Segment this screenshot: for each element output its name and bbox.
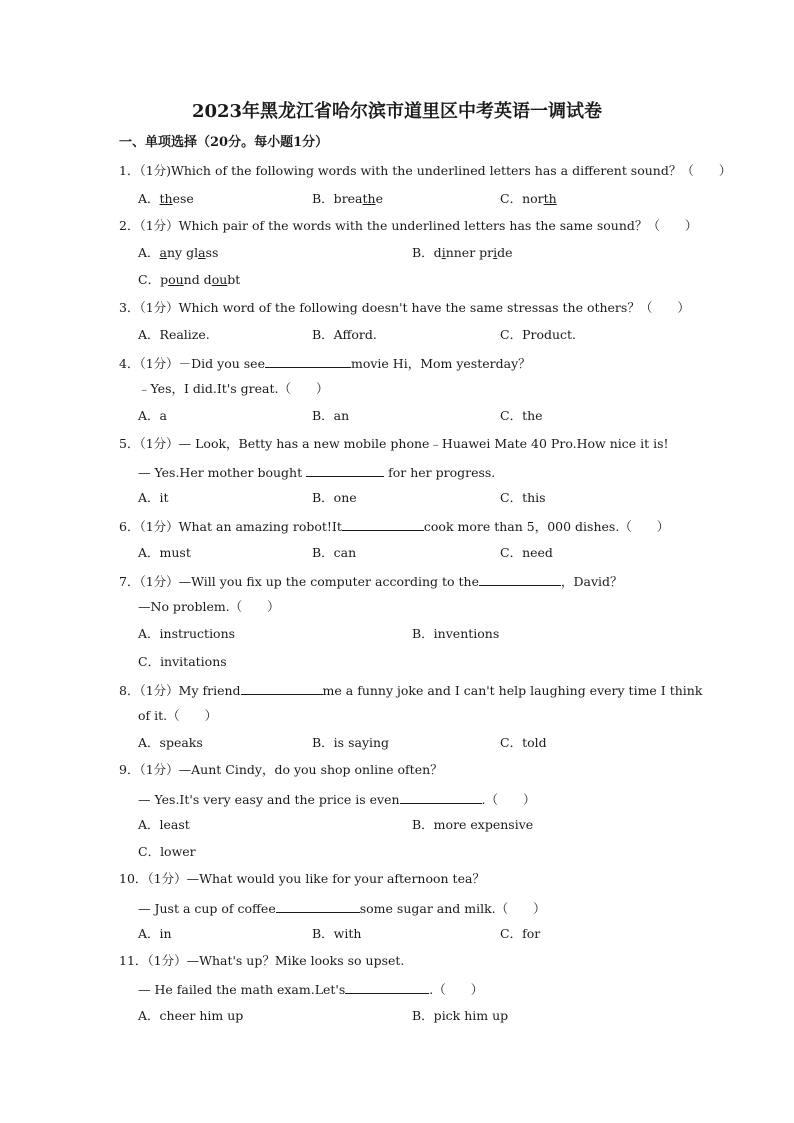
q2-option-b[interactable]: B．dinner pride <box>412 245 513 260</box>
q3-option-a[interactable]: A．Realize. <box>138 327 210 342</box>
q6-option-b[interactable]: B．can <box>312 545 357 560</box>
question-4-stem: 4．（1分）－Did you see movie Hi，Mom yesterday？ <box>119 356 531 371</box>
q2-option-a[interactable]: A．any glass <box>138 245 219 260</box>
q9-option-c[interactable]: C．lower <box>138 844 196 859</box>
answer-blank[interactable] <box>400 790 482 804</box>
q3-option-b[interactable]: B．Afford. <box>312 327 377 342</box>
q6-option-a[interactable]: A．must <box>138 545 191 560</box>
question-11-stem: 11．（1分）—What's up？Mike looks so upset. <box>119 953 405 968</box>
question-8-stem: 8．（1分）My friend me a funny joke and I can't help laughing every time I think <box>119 683 703 698</box>
answer-blank[interactable] <box>479 572 561 586</box>
q10-option-b[interactable]: B．with <box>312 926 362 941</box>
q7-option-a[interactable]: A．instructions <box>138 626 236 641</box>
question-7-stem: 7．（1分）—Will you fix up the computer according to the ，David？ <box>119 574 623 589</box>
q3-option-c[interactable]: C．Product. <box>500 327 577 342</box>
page-title: 2023年黑龙江省哈尔滨市道里区中考英语一调试卷 <box>191 101 603 122</box>
question-9-stem: 9．（1分）—Aunt Cindy，do you shop online often？ <box>119 762 443 777</box>
q1-option-b[interactable]: B．breathe <box>312 191 383 206</box>
answer-blank[interactable] <box>265 354 351 368</box>
q5-option-b[interactable]: B．one <box>312 490 357 505</box>
q9-option-b[interactable]: B．more expensive <box>412 817 534 832</box>
question-4-line2: ﹣Yes，I did.It's great.（ ） <box>138 381 329 396</box>
question-2-stem: 2．（1分）Which pair of the words with the underlined letters has the same sound？（ ） <box>119 218 698 233</box>
answer-blank[interactable] <box>342 517 424 531</box>
question-6-stem: 6．（1分）What an amazing robot!It cook more than 5，000 dishes.（ ） <box>119 519 670 534</box>
question-10-stem: 10．（1分）—What would you like for your afternoon tea？ <box>119 871 485 886</box>
q7-option-b[interactable]: B．inventions <box>412 626 500 641</box>
q11-option-a[interactable]: A．cheer him up <box>138 1008 244 1023</box>
q8-option-b[interactable]: B．is saying <box>312 735 390 750</box>
q2-option-c[interactable]: C．pound doubt <box>138 272 241 287</box>
q9-option-a[interactable]: A．least <box>138 817 190 832</box>
question-3-stem: 3．（1分）Which word of the following doesn't have the same stressas the others？（ ） <box>119 300 690 315</box>
q4-option-c[interactable]: C．the <box>500 408 543 423</box>
answer-blank[interactable] <box>306 463 384 477</box>
q5-option-a[interactable]: A．it <box>138 490 169 505</box>
q8-option-a[interactable]: A．speaks <box>138 735 203 750</box>
question-10-line2: — Just a cup of coffee some sugar and milk.（ ） <box>138 901 546 916</box>
question-5-line2: — Yes.Her mother bought for her progress. <box>138 465 496 480</box>
question-7-line2: —No problem.（ ） <box>138 599 280 614</box>
answer-blank[interactable] <box>241 681 323 695</box>
question-9-line2: — Yes.It's very easy and the price is even .（ ） <box>138 792 536 807</box>
q1-option-a[interactable]: A．these <box>138 191 194 206</box>
question-11-line2: — He failed the math exam.Let's .（ ） <box>138 982 484 997</box>
q7-option-c[interactable]: C．invitations <box>138 654 227 669</box>
question-8-line2: of it.（ ） <box>138 708 218 723</box>
answer-blank[interactable] <box>345 980 429 994</box>
q5-option-c[interactable]: C．this <box>500 490 546 505</box>
q4-option-b[interactable]: B．an <box>312 408 350 423</box>
q1-option-c[interactable]: C．north <box>500 191 557 206</box>
q4-option-a[interactable]: A．a <box>138 408 167 423</box>
q10-option-c[interactable]: C．for <box>500 926 541 941</box>
q11-option-b[interactable]: B．pick him up <box>412 1008 509 1023</box>
answer-blank[interactable] <box>276 899 360 913</box>
question-5-stem: 5．（1分）— Look，Betty has a new mobile phone﹣Huawei Mate 40 Pro.How nice it is! <box>119 436 669 451</box>
question-1-stem: 1．（1分)Which of the following words with the underlined letters has a different sound？（ ） <box>119 163 732 178</box>
q6-option-c[interactable]: C．need <box>500 545 553 560</box>
q10-option-a[interactable]: A．in <box>138 926 172 941</box>
section-heading: 一、单项选择（20分。每小题1分） <box>119 135 329 150</box>
q8-option-c[interactable]: C．told <box>500 735 547 750</box>
